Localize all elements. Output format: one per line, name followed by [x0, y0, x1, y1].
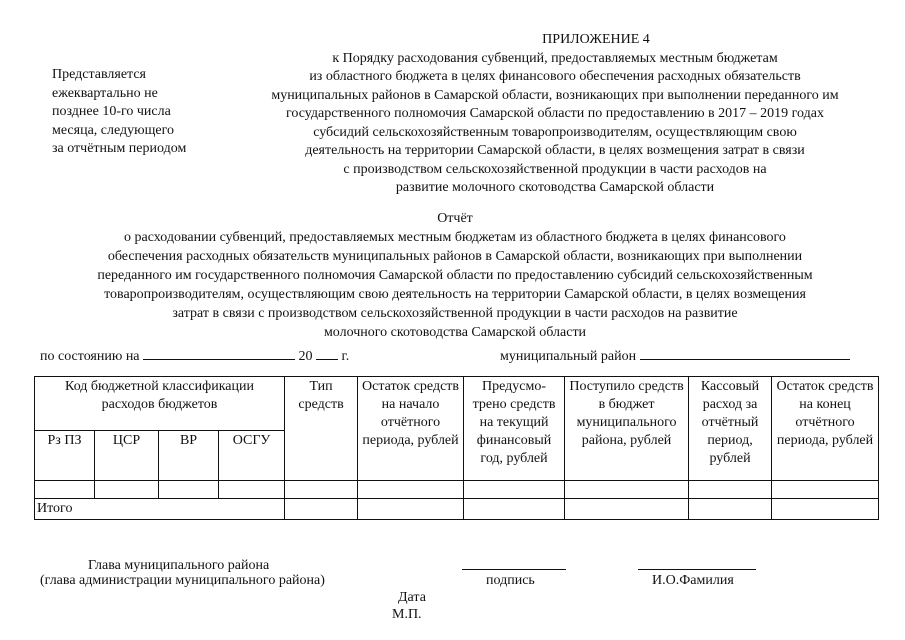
table-cell[interactable]	[689, 499, 772, 520]
table-cell[interactable]	[772, 499, 879, 520]
table-cell[interactable]	[464, 499, 565, 520]
report-year-prefix: 20	[298, 349, 313, 364]
report-date-line	[40, 345, 349, 366]
submission-note-line: за отчётным периодом	[52, 141, 187, 156]
table-cell[interactable]	[689, 481, 772, 499]
appendix-line: из областного бюджета в целях финансового обеспечения расходных обязательств	[309, 69, 801, 84]
report-line: товаропроизводителям, осуществляющим свою деятельность на территории Самарской области, в целях возмещения	[104, 287, 806, 302]
report-table	[34, 376, 879, 520]
submission-note-line: позднее 10-го числа	[52, 104, 171, 119]
col-header-osgu: ОСГУ	[219, 431, 285, 481]
col-header-remain-start: Остаток средств на начало отчётного периода, рублей	[358, 377, 464, 481]
report-line: переданного им государственного полномочия Самарской области по предоставлению субсидий сельскохозяйственным	[97, 268, 813, 283]
kbk-header: Код бюджетной классификации расходов бюджетов	[35, 377, 285, 431]
district-line	[500, 345, 850, 366]
report-line: обеспечения расходных обязательств муниципальных районов в Самарской области, возникающих при выполнении	[107, 249, 803, 264]
signature-line[interactable]	[462, 569, 566, 570]
col-header-csr: ЦСР	[95, 431, 159, 481]
table-cell[interactable]	[358, 499, 464, 520]
name-line[interactable]	[638, 569, 756, 570]
table-cell[interactable]	[285, 481, 358, 499]
name-label: И.О.Фамилия	[652, 573, 734, 588]
report-line: молочного скотоводства Самарской области	[323, 325, 587, 340]
head-subtitle: (глава администрации муниципального района)	[40, 573, 325, 588]
col-header-planned: Предусмо-трено средств на текущий финансовый год, рублей	[464, 377, 565, 481]
report-heading	[30, 209, 880, 342]
district-field[interactable]	[640, 345, 850, 360]
district-label: муниципальный район	[500, 349, 637, 364]
appendix-line: к Порядку расходования субвенций, предоставляемых местным бюджетам	[332, 50, 778, 66]
table-cell[interactable]	[159, 481, 219, 499]
stamp-label: М.П.	[392, 607, 422, 622]
report-year-suffix: г.	[341, 349, 350, 364]
table-cell[interactable]	[219, 481, 285, 499]
submission-note-line: ежеквартально не	[52, 85, 158, 101]
total-label: Итого	[35, 499, 285, 520]
table-cell[interactable]	[772, 481, 879, 499]
date-label: Дата	[398, 590, 426, 605]
table-cell[interactable]	[358, 481, 464, 499]
col-header-remain-end: Остаток средств на конец отчётного периода, рублей	[772, 377, 879, 481]
submission-note-line: Представляется	[52, 67, 146, 82]
col-header-received: Поступило средств в бюджет муниципального района, рублей	[565, 377, 689, 481]
col-header-type: Тип средств	[285, 377, 358, 481]
signature-label: подпись	[486, 573, 535, 588]
appendix-line: субсидий сельскохозяйственным товаропроизводителям, осуществляющим свою	[313, 124, 797, 140]
submission-note	[52, 66, 232, 159]
table-cell[interactable]	[95, 481, 159, 499]
report-title: Отчёт	[437, 211, 473, 226]
table-row	[35, 481, 879, 499]
col-header-expense: Кассовый расход за отчётный период, рублей	[689, 377, 772, 481]
appendix-header	[210, 31, 900, 198]
appendix-line: государственного полномочия Самарской области по предоставлению в 2017 – 2019 годах	[285, 106, 824, 121]
table-cell[interactable]	[35, 481, 95, 499]
table-cell[interactable]	[565, 481, 689, 499]
table-cell[interactable]	[464, 481, 565, 499]
table-cell[interactable]	[565, 499, 689, 520]
col-header-rz-pz: Рз ПЗ	[35, 431, 95, 481]
report-date-field[interactable]	[143, 345, 295, 360]
head-title: Глава муниципального района	[88, 558, 270, 573]
appendix-line: деятельность на территории Самарской области, в целях возмещения затрат в связи	[305, 143, 805, 158]
report-year-field[interactable]	[316, 345, 338, 360]
table-cell[interactable]	[285, 499, 358, 520]
total-row	[35, 499, 879, 520]
report-line: о расходовании субвенций, предоставляемых местным бюджетам из областного бюджета в целях финансового	[124, 230, 786, 245]
appendix-line: муниципальных районов в Самарской области, возникающих при выполнении переданного им	[271, 87, 839, 103]
appendix-line: развитие молочного скотоводства Самарской области	[395, 180, 715, 195]
submission-note-line: месяца, следующего	[52, 122, 174, 138]
report-date-label: по состоянию на	[40, 349, 140, 364]
report-line: затрат в связи с производством сельскохозяйственной продукции в части расходов на развитие	[172, 306, 738, 321]
appendix-title: ПРИЛОЖЕНИЕ 4	[542, 32, 650, 47]
appendix-line: с производством сельскохозяйственной продукции в части расходов на	[343, 161, 767, 177]
col-header-vr: ВР	[159, 431, 219, 481]
